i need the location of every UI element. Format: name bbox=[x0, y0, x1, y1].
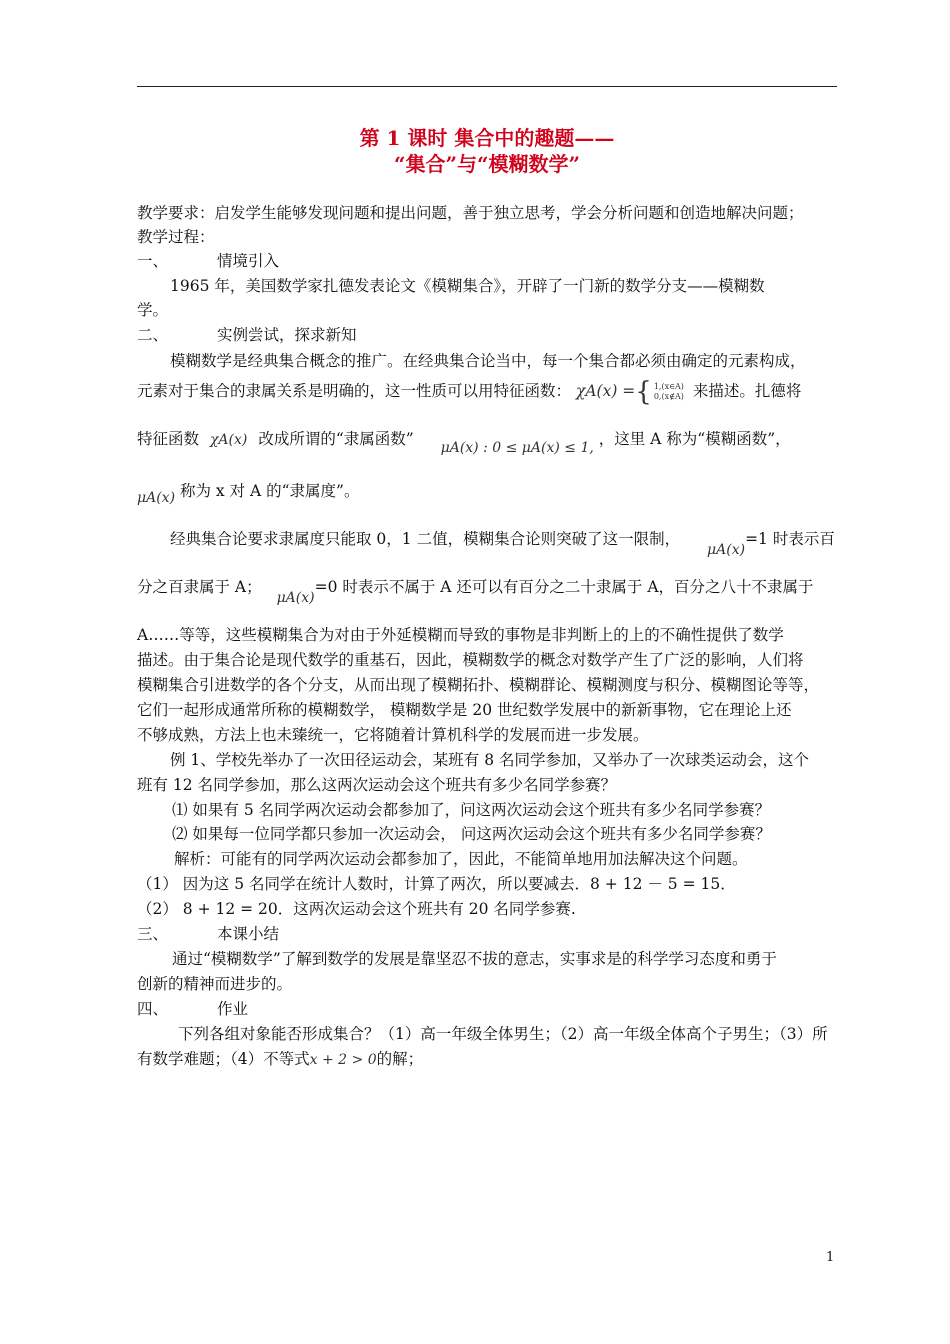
question-1: ⑴ 如果有 5 名同学两次运动会都参加了，问这两次运动会这个班共有多少名同学参赛？ bbox=[172, 801, 771, 819]
text-run: 经典集合论要求隶属度只能取 0，1 二值，模糊集合论则突破了这一限制， bbox=[170, 530, 681, 548]
inequality-formula: x + 2 > 0 bbox=[309, 1052, 377, 1068]
section-title: 本课小结 bbox=[216, 925, 279, 943]
paragraph-line: 不够成熟，方法上也未臻统一，它将随着计算机科学的发展而进一步发展。 bbox=[137, 726, 649, 744]
analysis: 解析：可能有的同学两次运动会都参加了，因此，不能简单地用加法解决这个问题。 bbox=[174, 850, 748, 868]
mu-formula: μA(x) bbox=[137, 490, 176, 506]
question-2: ⑵ 如果每一位同学都只参加一次运动会， 问这两次运动会这个班共有多少名同学参赛？ bbox=[172, 825, 771, 843]
case-2: 0,(x∉A) bbox=[653, 392, 684, 401]
title-line-1: 第 1 课时 集合中的趣题—— bbox=[359, 126, 615, 150]
paragraph-line bbox=[137, 377, 802, 407]
paragraph-line: 1965 年，美国数学家扎德发表论文《模糊集合》，开辟了一门新的数学分支——模糊数 bbox=[170, 277, 765, 295]
paragraph-line: 它们一起形成通常所称的模糊数学， 模糊数学是 20 世纪数学发展中的新新事物，它在理论上还 bbox=[137, 701, 792, 719]
answer-2: （2） 8 + 12 = 20．这两次运动会这个班共有 20 名同学参赛. bbox=[137, 900, 576, 918]
paragraph-line: 描述。由于集合论是现代数学的重基石，因此，模糊数学的概念对数学产生了广泛的影响，人们将 bbox=[137, 651, 804, 669]
text-run: =0 时表示不属于 A 还可以有百分之二十隶属于 A，百分之八十不隶属于 bbox=[314, 578, 814, 596]
paragraph-line bbox=[170, 528, 835, 561]
title-line-2: “集合”与“模糊数学” bbox=[393, 152, 580, 176]
text-run: 分之百隶属于 A； bbox=[137, 578, 262, 596]
answer-1: （1） 因为这 5 名同学在统计人数时，计算了两次，所以要减去．8 + 12 － 5 = 15． bbox=[137, 875, 736, 893]
teaching-requirement: 教学要求：启发学生能够发现问题和提出问题，善于独立思考，学会分析问题和创造地解决问题； bbox=[137, 204, 804, 222]
section-number: 三、 bbox=[137, 925, 169, 943]
homework-line: 下列各组对象能否形成集合？（1）高一年级全体男生；（2）高一年级全体高个子男生；（3）所 bbox=[178, 1025, 828, 1043]
text-run: 称为 x 对 A 的“隶属度”。 bbox=[179, 482, 360, 500]
text-run: ，这里 A 称为“模糊函数”， bbox=[598, 430, 791, 448]
homework-line bbox=[137, 1048, 423, 1071]
case-1: 1,(x∈A) bbox=[653, 382, 684, 391]
paragraph-line bbox=[137, 480, 359, 509]
summary-line: 创新的精神而进步的。 bbox=[137, 975, 293, 993]
section-3-heading bbox=[137, 923, 279, 945]
membership-function-formula: μA(x) : 0 ≤ μA(x) ≤ 1, bbox=[440, 440, 594, 456]
section-2-heading bbox=[137, 324, 356, 346]
paragraph-line bbox=[137, 428, 791, 459]
teaching-process: 教学过程： bbox=[137, 228, 215, 246]
characteristic-function-formula bbox=[575, 377, 689, 407]
text-run: =1 时表示百 bbox=[745, 530, 835, 548]
page-number: 1 bbox=[826, 1250, 835, 1265]
mu-formula: μA(x) bbox=[707, 542, 746, 558]
brace-glyph: { bbox=[635, 377, 652, 407]
section-4-heading bbox=[137, 998, 248, 1020]
section-title: 作业 bbox=[216, 1000, 248, 1018]
text-run: 有数学难题；（4）不等式 bbox=[137, 1050, 310, 1068]
paragraph-line: 模糊集合引进数学的各个分支，从而出现了模糊拓扑、模糊群论、模糊测度与积分、模糊图论等等， bbox=[137, 676, 820, 694]
mu-formula: μA(x) bbox=[276, 590, 315, 606]
paragraph-line: A……等等，这些模糊集合为对由于外延模糊而导致的事物是非判断上的上的不确性提供了数学 bbox=[137, 626, 784, 644]
paragraph-line: 学。 bbox=[137, 301, 169, 319]
example-line: 班有 12 名同学参加，那么这两次运动会这个班共有多少名同学参赛？ bbox=[137, 776, 617, 794]
piecewise-cases bbox=[654, 382, 684, 402]
text-run: 元素对于集合的隶属关系是明确的，这一性质可以用特征函数： bbox=[137, 382, 572, 400]
summary-line: 通过“模糊数学”了解到数学的发展是靠坚忍不拔的意志，实事求是的科学学习态度和勇于 bbox=[172, 950, 777, 968]
paragraph-line bbox=[137, 576, 814, 609]
section-number: 二、 bbox=[137, 326, 169, 344]
section-title: 实例尝试，探求新知 bbox=[216, 326, 357, 344]
text-run: 特征函数 bbox=[137, 430, 200, 448]
text-run: 的解； bbox=[376, 1050, 424, 1068]
section-number: 四、 bbox=[137, 1000, 169, 1018]
formula-lhs: χA(x) = bbox=[575, 382, 636, 400]
chi-formula: χA(x) bbox=[209, 432, 248, 448]
text-run: 来描述。扎德将 bbox=[692, 382, 802, 400]
example-line: 例 1、学校先举办了一次田径运动会，某班有 8 名同学参加，又举办了一次球类运动会，这个 bbox=[170, 751, 810, 769]
text-run: 改成所谓的“隶属函数” bbox=[258, 430, 414, 448]
section-number: 一、 bbox=[137, 252, 169, 270]
section-title: 情境引入 bbox=[216, 252, 279, 270]
header-rule bbox=[137, 86, 837, 87]
section-1-heading bbox=[137, 250, 279, 272]
paragraph-line: 模糊数学是经典集合概念的推广。在经典集合论当中，每一个集合都必须由确定的元素构成， bbox=[170, 352, 806, 370]
